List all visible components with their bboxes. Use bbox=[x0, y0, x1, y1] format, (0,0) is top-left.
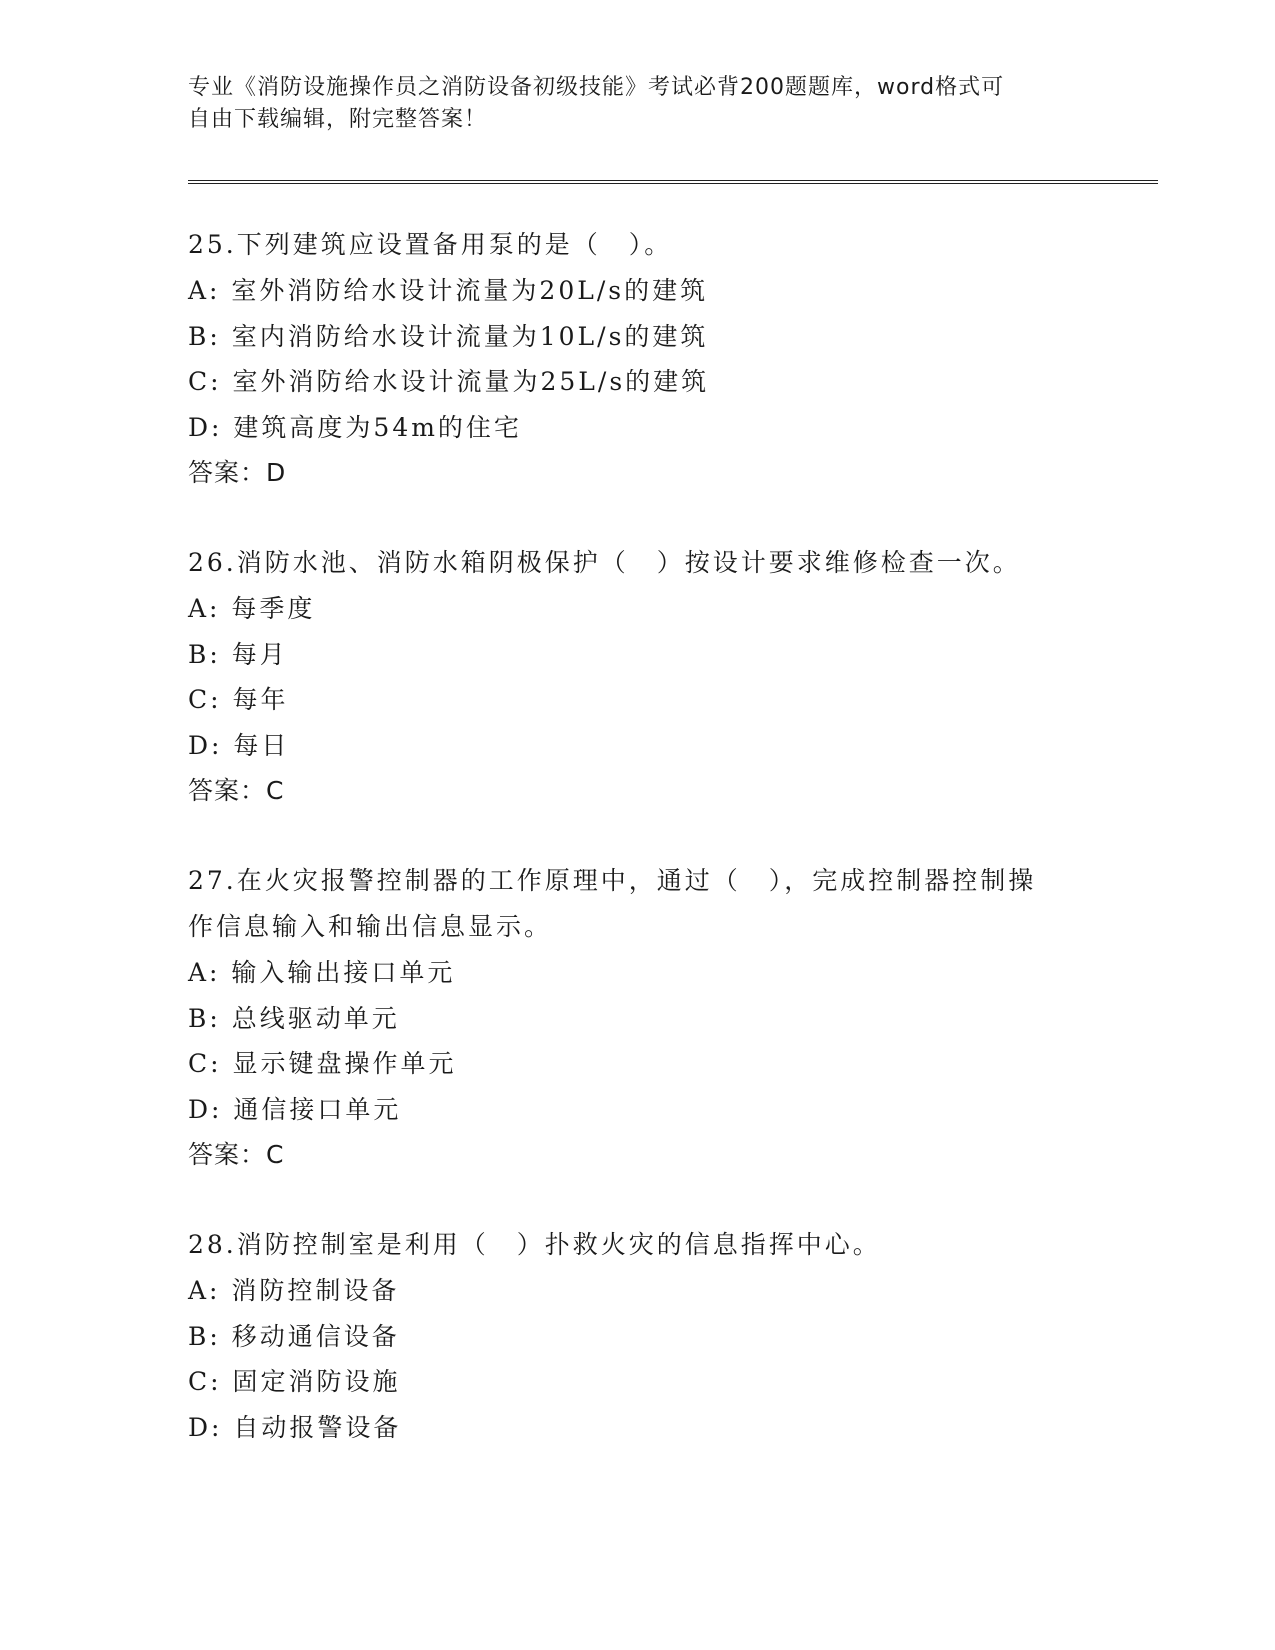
question-27 bbox=[188, 858, 1108, 1178]
question-stem bbox=[188, 858, 1108, 950]
option-a: A: 输入输出接口单元 bbox=[188, 958, 456, 987]
question-stem bbox=[188, 540, 1108, 586]
option-c: C: 显示键盘操作单元 bbox=[188, 1049, 457, 1078]
question-stem-line: 26.消防水池、消防水箱阴极保护（ ）按设计要求维修检查一次。 bbox=[188, 548, 1021, 577]
option-d: D: 通信接口单元 bbox=[188, 1094, 402, 1124]
question-25 bbox=[188, 222, 1108, 496]
option-c: C: 每年 bbox=[188, 685, 289, 714]
question-stem-line: 作信息输入和输出信息显示。 bbox=[188, 912, 553, 941]
document-header bbox=[188, 72, 1088, 136]
header-line-1: 专业《消防设施操作员之消防设备初级技能》考试必背200题题库，word格式可 bbox=[188, 75, 1005, 100]
header-line-2: 自由下载编辑，附完整答案！ bbox=[188, 107, 488, 132]
option-b: B: 室内消防给水设计流量为10L/s的建筑 bbox=[188, 321, 709, 351]
option-d: D: 建筑高度为54m的住宅 bbox=[188, 412, 522, 442]
option-b: B: 总线驱动单元 bbox=[188, 1003, 400, 1033]
option-b: B: 移动通信设备 bbox=[188, 1321, 400, 1351]
option-c: C: 固定消防设施 bbox=[188, 1367, 401, 1396]
answer: 答案：C bbox=[188, 1140, 285, 1169]
question-stem-line: 27.在火灾报警控制器的工作原理中，通过（ ），完成控制器控制操 bbox=[188, 866, 1037, 895]
question-stem bbox=[188, 1222, 1108, 1268]
answer: 答案：C bbox=[188, 776, 285, 805]
option-b: B: 每月 bbox=[188, 639, 288, 669]
option-a: A: 每季度 bbox=[188, 594, 316, 623]
option-d: D: 自动报警设备 bbox=[188, 1412, 402, 1442]
question-26 bbox=[188, 540, 1108, 814]
header-divider bbox=[188, 180, 1158, 184]
question-stem bbox=[188, 222, 1108, 268]
answer: 答案：D bbox=[188, 458, 287, 487]
option-a: A: 消防控制设备 bbox=[188, 1276, 400, 1305]
option-a: A: 室外消防给水设计流量为20L/s的建筑 bbox=[188, 276, 709, 305]
option-c: C: 室外消防给水设计流量为25L/s的建筑 bbox=[188, 367, 710, 396]
question-stem-line: 25.下列建筑应设置备用泵的是（ ）。 bbox=[188, 230, 673, 259]
question-28 bbox=[188, 1222, 1108, 1450]
option-d: D: 每日 bbox=[188, 730, 290, 760]
question-stem-line: 28.消防控制室是利用（ ）扑救火灾的信息指挥中心。 bbox=[188, 1230, 881, 1259]
